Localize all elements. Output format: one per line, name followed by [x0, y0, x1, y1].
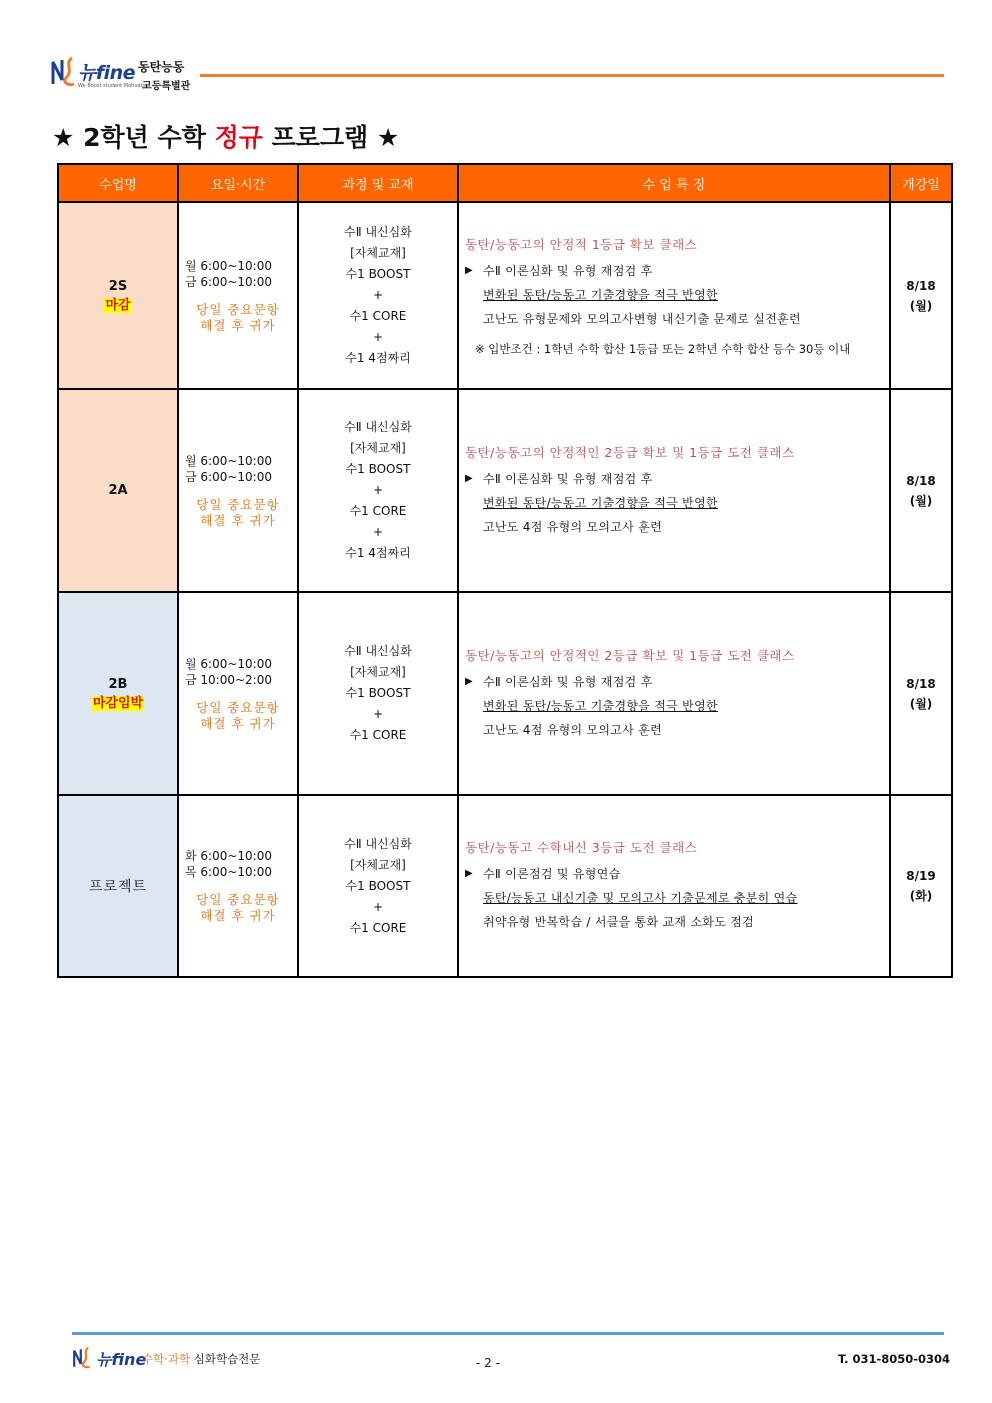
feature-line: 고난도 4점 유형의 모의고사 훈련 — [483, 519, 662, 534]
table-row — [58, 795, 952, 977]
schedule-note: 당일 중요문항 해결 후 귀가 — [196, 301, 280, 333]
footer-subtitle: 수학·과학 심화학습전문 — [142, 1352, 261, 1366]
header-divider — [200, 74, 944, 77]
table-row — [58, 389, 952, 592]
table-row — [58, 592, 952, 795]
class-name: 2B — [108, 676, 128, 692]
entry-condition-note: ※ 입반조건 : 1학년 수학 합산 1등급 또는 2학년 수학 합산 등수 30등 이내 — [475, 341, 851, 356]
table-row — [58, 202, 952, 389]
schedule-time: 월 6:00~10:00 — [185, 453, 272, 468]
feature-line: ▶ 수Ⅱ 이론심화 및 유형 재점검 후 — [465, 259, 889, 283]
brand-line-2: 고등특별관 — [142, 81, 191, 92]
feature-line: 고난도 유형문제와 모의고사변형 내신기출 문제로 실전훈련 — [483, 311, 801, 326]
feature-line: 변화된 동탄/능동고 기출경향을 적극 반영한 — [483, 287, 718, 302]
class-name-cell — [58, 389, 178, 592]
course-cell: 수Ⅱ 내신심화 [자체교재] 수1 BOOST + 수1 CORE + 수1 4점짜리 — [298, 389, 458, 592]
column-header: 수업명 — [58, 164, 178, 202]
title-accent: 정규 — [214, 123, 263, 152]
logo-text: 뉴fine — [78, 62, 136, 84]
feature-line: ▶ 수Ⅱ 이론심화 및 유형 재점검 후 — [465, 670, 889, 694]
logo-tagline: We Boost student Motivation — [78, 83, 151, 89]
schedule-note: 당일 중요문항 해결 후 귀가 — [196, 699, 280, 731]
column-header: 과정 및 교재 — [298, 164, 458, 202]
feature-cell — [458, 389, 890, 592]
logo-mark-icon — [50, 56, 80, 88]
class-name-cell — [58, 592, 178, 795]
feature-heading: 동탄/능동고의 안정적인 2등급 확보 및 1등급 도전 클래스 — [465, 647, 795, 663]
schedule-time: 월 6:00~10:00 — [185, 656, 272, 671]
star-icon: ★ — [52, 123, 75, 152]
feature-line: 변화된 동탄/능동고 기출경향을 적극 반영한 — [483, 698, 718, 713]
feature-cell — [458, 202, 890, 389]
course-cell: 수Ⅱ 내신심화 [자체교재] 수1 BOOST + 수1 CORE — [298, 795, 458, 977]
class-name: 프로젝트 — [88, 879, 148, 895]
column-header: 수 업 특 징 — [458, 164, 890, 202]
schedule-cell — [178, 202, 298, 389]
schedule-time: 금 6:00~10:00 — [185, 274, 272, 289]
feature-line: ▶ 수Ⅱ 이론심화 및 유형 재점검 후 — [465, 467, 889, 491]
class-name: 2A — [108, 483, 128, 498]
schedule-time: 금 6:00~10:00 — [185, 469, 272, 484]
feature-heading: 동탄/능동고 수학내신 3등급 도전 클래스 — [465, 840, 698, 855]
feature-line: 동탄/능동고 내신기출 및 모의고사 기출문제로 충분히 연습 — [483, 891, 798, 905]
class-name-cell — [58, 202, 178, 389]
schedule-note: 당일 중요문항 해결 후 귀가 — [196, 892, 280, 923]
class-name-cell — [58, 795, 178, 977]
status-badge: 마감임박 — [92, 695, 144, 711]
feature-line: 고난도 4점 유형의 모의고사 훈련 — [483, 722, 662, 737]
footer-logo — [72, 1346, 292, 1372]
start-date-cell: 8/18 (월) — [890, 389, 952, 592]
header-logo — [50, 56, 200, 96]
start-date-cell: 8/19 (화) — [890, 795, 952, 977]
title-part-1: 2학년 수학 — [83, 123, 206, 152]
class-name: 2S — [108, 278, 128, 294]
schedule-cell — [178, 795, 298, 977]
feature-cell — [458, 592, 890, 795]
feature-cell — [458, 795, 890, 977]
start-date-cell: 8/18 (월) — [890, 592, 952, 795]
feature-line: ▶ 수Ⅱ 이론점검 및 유형연습 — [465, 862, 889, 886]
footer-divider — [72, 1332, 944, 1335]
schedule-time: 금 10:00~2:00 — [185, 672, 272, 687]
status-badge: 마감 — [105, 297, 131, 313]
page-number: - 2 - — [476, 1356, 500, 1370]
schedule-cell — [178, 592, 298, 795]
feature-heading: 동탄/능동고의 안정적인 2등급 확보 및 1등급 도전 클래스 — [465, 444, 795, 460]
column-header: 개강일 — [890, 164, 952, 202]
schedule-time: 화 6:00~10:00 — [185, 849, 272, 863]
column-header: 요일·시간 — [178, 164, 298, 202]
footer-phone: T. 031-8050-0304 — [838, 1352, 951, 1366]
course-cell: 수Ⅱ 내신심화 [자체교재] 수1 BOOST + 수1 CORE + 수1 4점짜리 — [298, 202, 458, 389]
schedule-note: 당일 중요문항 해결 후 귀가 — [196, 496, 280, 528]
feature-line: 취약유형 반복학습 / 서클을 통화 교재 소화도 점검 — [483, 915, 754, 929]
program-table — [57, 163, 953, 978]
title-part-2: 프로그램 — [271, 123, 369, 152]
course-cell: 수Ⅱ 내신심화 [자체교재] 수1 BOOST + 수1 CORE — [298, 592, 458, 795]
feature-line: 변화된 동탄/능동고 기출경향을 적극 반영한 — [483, 495, 718, 510]
star-icon: ★ — [376, 123, 400, 152]
table-header-row — [58, 164, 952, 202]
footer-logo-text: 뉴fine — [96, 1350, 147, 1369]
schedule-time: 목 6:00~10:00 — [185, 865, 272, 879]
schedule-cell — [178, 389, 298, 592]
page-title — [52, 118, 399, 154]
brand-line-1: 동탄능동 — [138, 60, 185, 74]
logo-mark-icon — [72, 1346, 94, 1370]
feature-heading: 동탄/능동고의 안정적 1등급 확보 클래스 — [465, 236, 698, 252]
start-date-cell: 8/18 (월) — [890, 202, 952, 389]
schedule-time: 월 6:00~10:00 — [185, 258, 272, 273]
